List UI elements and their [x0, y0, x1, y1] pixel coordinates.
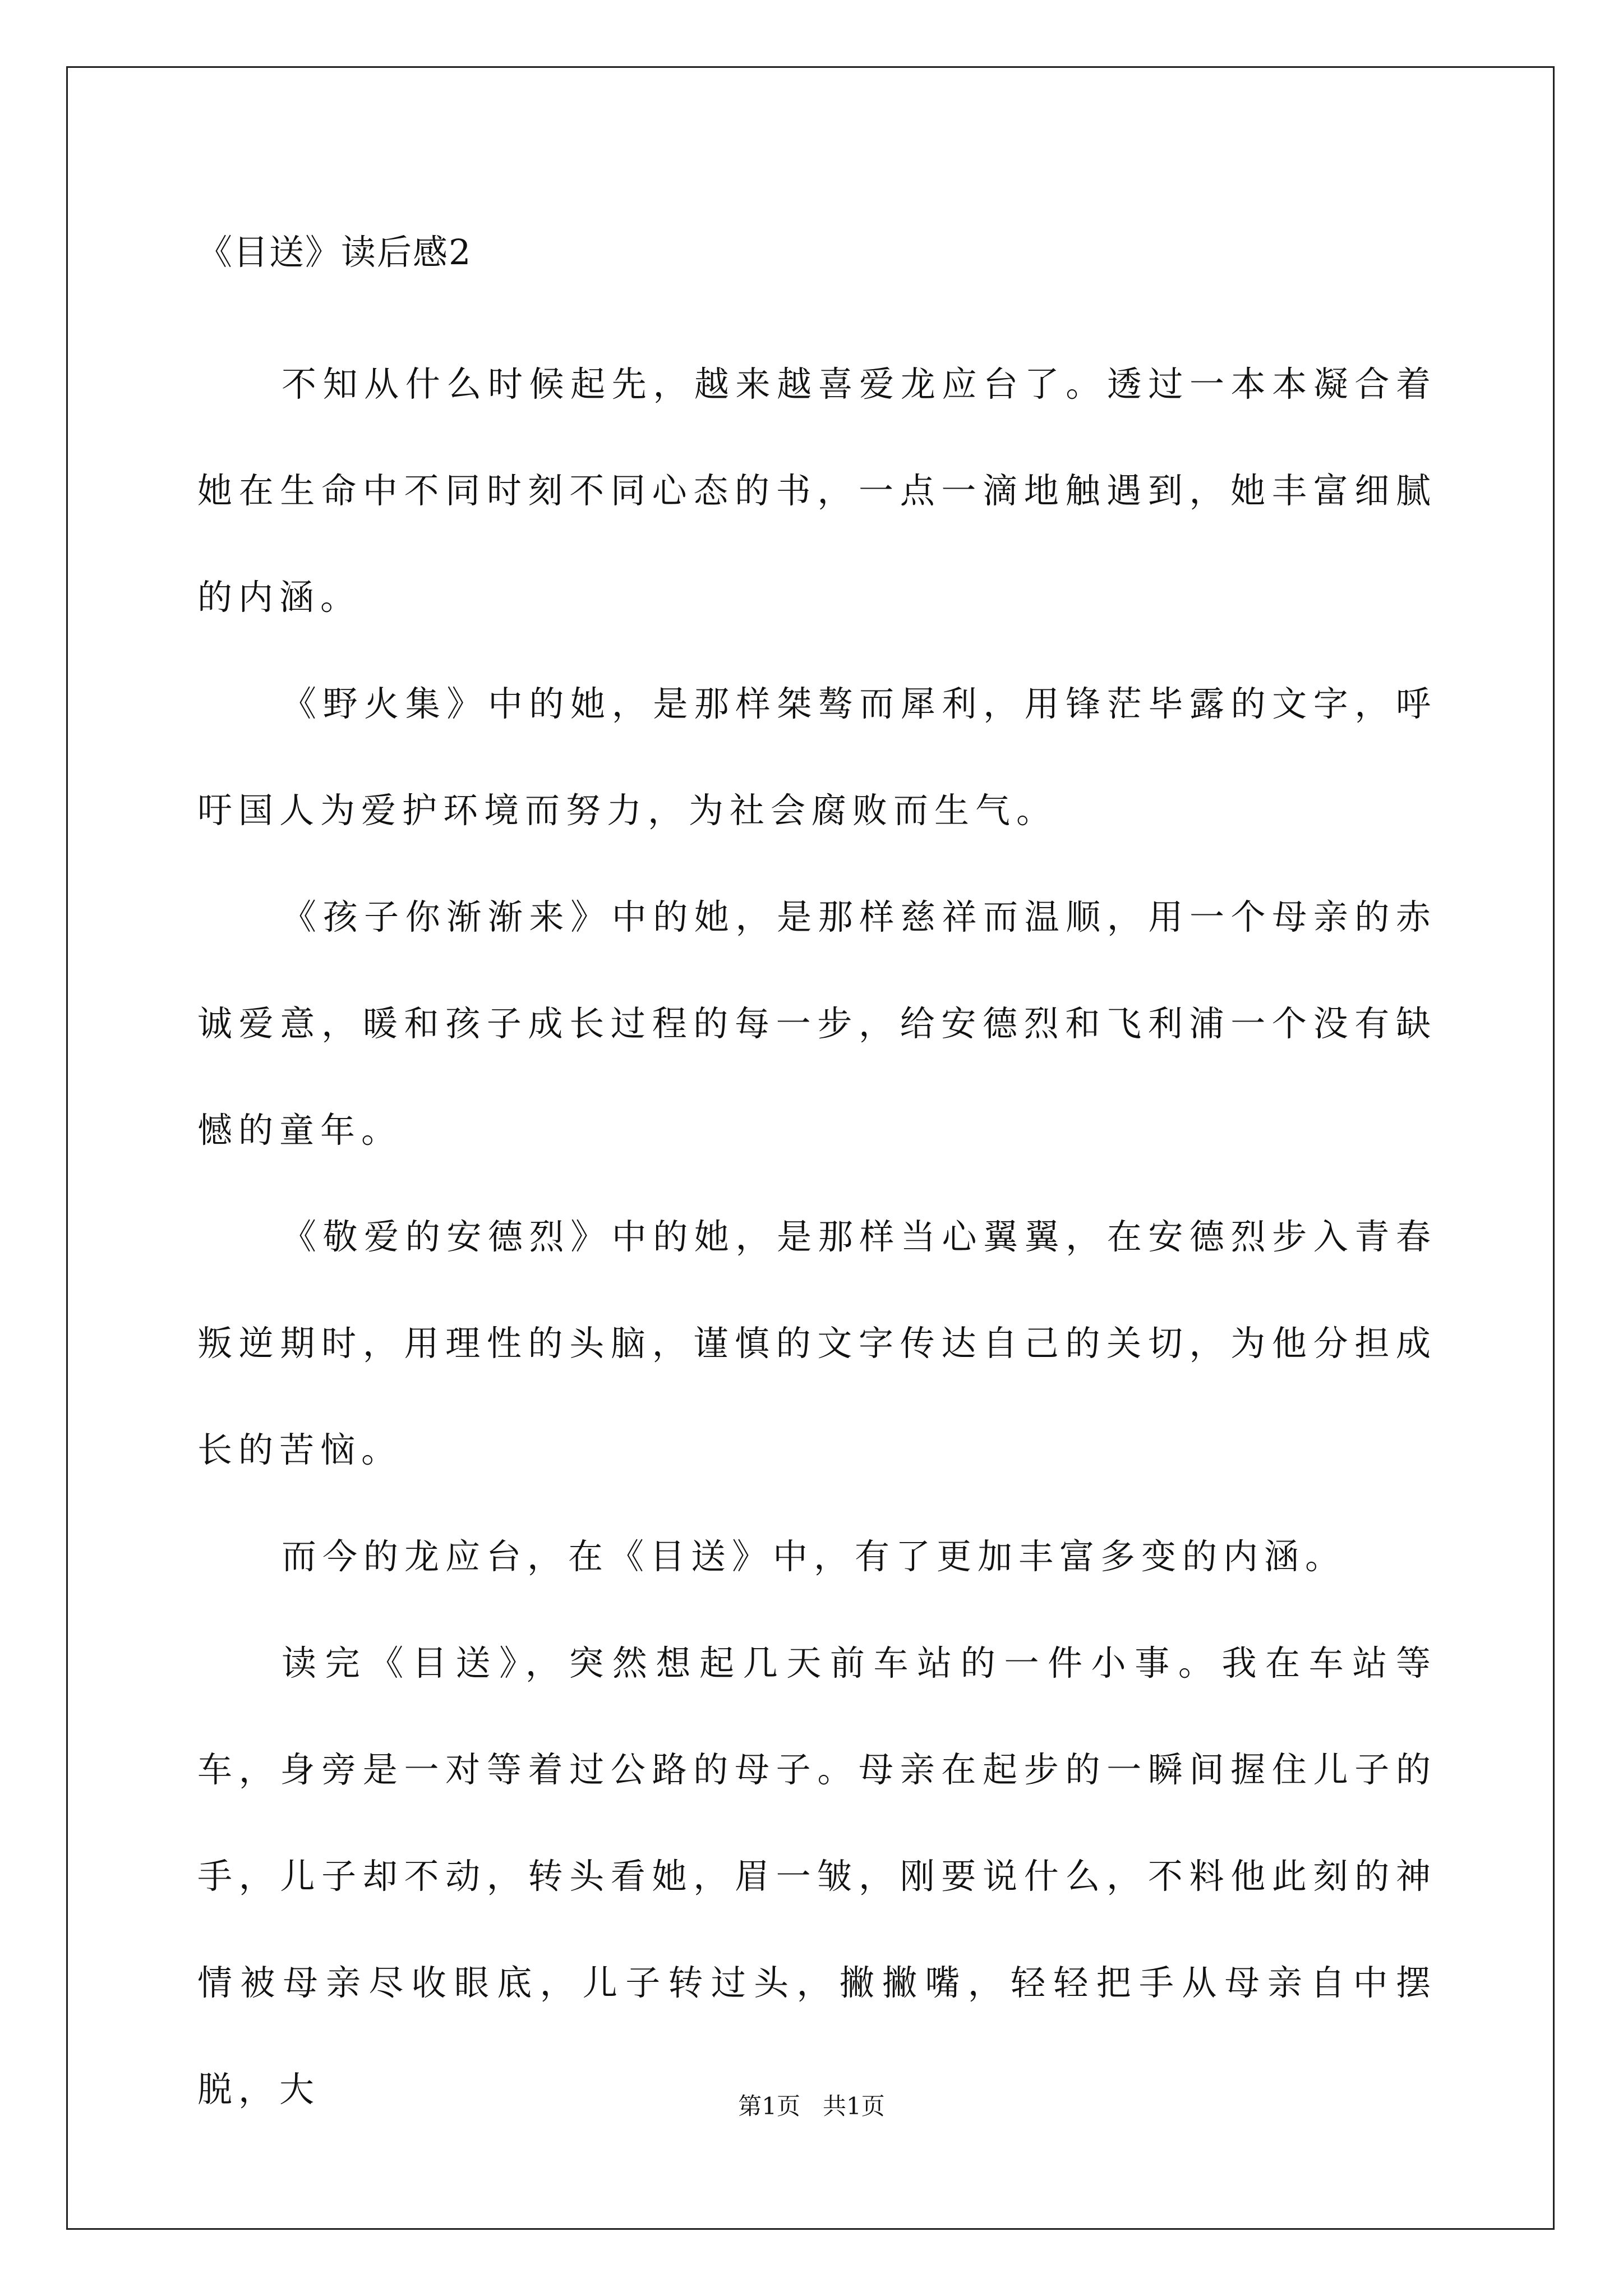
page-footer: 第1页 共1页 — [738, 2092, 885, 2120]
document-body — [197, 224, 1437, 2143]
paragraph-2: 《野火集》中的她，是那样桀骜而犀利，用锋茫毕露的文字，呼吁国人为爱护环境而努力，为社会腐败而生气。 — [197, 683, 1437, 831]
paragraph-3: 《孩子你渐渐来》中的她，是那样慈祥而温顺，用一个母亲的赤诚爱意，暖和孩子成长过程的每一步，给安德烈和飞利浦一个没有缺憾的童年。 — [197, 896, 1437, 1151]
paragraph-1: 不知从什么时候起先，越来越喜爱龙应台了。透过一本本凝合着她在生命中不同时刻不同心态的书，一点一滴地触遇到，她丰富细腻的内涵。 — [197, 364, 1437, 618]
paragraph-6: 读完《目送》，突然想起几天前车站的一件小事。我在车站等车，身旁是一对等着过公路的母子。母亲在起步的一瞬间握住儿子的手，儿子却不动，转头看她，眉一皱，刚要说什么，不料他此刻的神情被母亲尽收眼底，儿子转过头，撇撇嘴，轻轻把手从母亲自中摆脱，大 — [197, 1642, 1437, 2110]
paragraph-4: 《敬爱的安德烈》中的她，是那样当心翼翼，在安德烈步入青春叛逆期时，用理性的头脑，谨慎的文字传达自己的关切，为他分担成长的苦恼。 — [197, 1216, 1437, 1470]
paragraph-5: 而今的龙应台，在《目送》中，有了更加丰富多变的内涵。 — [282, 1536, 1347, 1577]
document-title: 《目送》读后感2 — [197, 232, 472, 273]
